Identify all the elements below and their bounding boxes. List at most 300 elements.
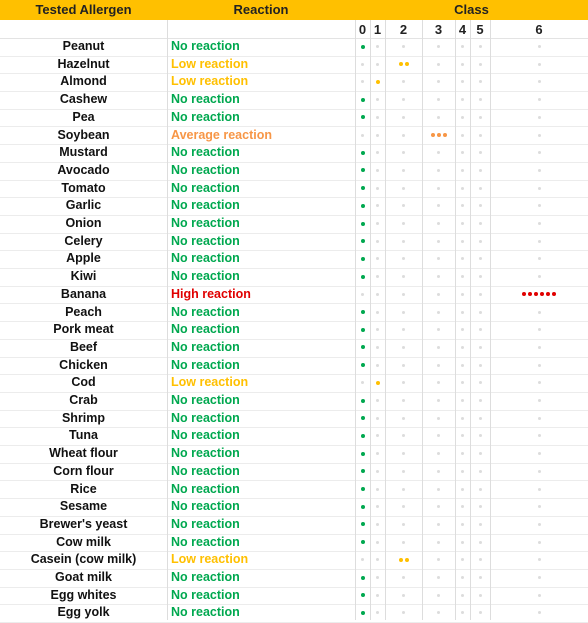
class-cell-2 bbox=[385, 445, 422, 462]
table-row bbox=[0, 268, 588, 287]
class-cell-5 bbox=[470, 73, 490, 90]
class-number-0: 0 bbox=[358, 22, 367, 37]
empty-dot bbox=[437, 328, 440, 331]
empty-dot bbox=[479, 328, 482, 331]
empty-dot bbox=[437, 151, 440, 154]
empty-dot bbox=[479, 541, 482, 544]
empty-dot bbox=[376, 541, 379, 544]
class-cell-0 bbox=[355, 516, 370, 533]
class-cell-5 bbox=[470, 374, 490, 391]
empty-dot bbox=[402, 311, 405, 314]
class-cell-5 bbox=[470, 516, 490, 533]
class-cell-1 bbox=[370, 569, 385, 586]
class-number-2: 2 bbox=[399, 22, 408, 37]
empty-dot bbox=[538, 257, 541, 260]
class-cell-3 bbox=[422, 587, 455, 604]
class-cell-1 bbox=[370, 374, 385, 391]
empty-dot bbox=[376, 63, 379, 66]
class-cell-5 bbox=[470, 551, 490, 568]
class-cell-2 bbox=[385, 91, 422, 108]
allergen-name: Sesame bbox=[59, 499, 108, 514]
empty-dot bbox=[376, 523, 379, 526]
table-row bbox=[0, 498, 588, 517]
table-row bbox=[0, 56, 588, 75]
class-cell-1 bbox=[370, 215, 385, 232]
class-cell-6 bbox=[490, 339, 588, 356]
class-cell-1 bbox=[370, 392, 385, 409]
reaction-dot bbox=[443, 133, 447, 137]
class-cell-5 bbox=[470, 392, 490, 409]
empty-dot bbox=[479, 275, 482, 278]
empty-dot bbox=[461, 364, 464, 367]
class-cell-3 bbox=[422, 374, 455, 391]
empty-dot bbox=[479, 80, 482, 83]
class-cell-4 bbox=[455, 534, 470, 551]
reaction-dot bbox=[361, 239, 365, 243]
class-cell-6 bbox=[490, 410, 588, 427]
empty-dot bbox=[437, 434, 440, 437]
class-cell-4 bbox=[455, 498, 470, 515]
empty-dot bbox=[402, 594, 405, 597]
class-cell-0 bbox=[355, 534, 370, 551]
class-cell-4 bbox=[455, 463, 470, 480]
empty-dot bbox=[461, 204, 464, 207]
reaction-label: No reaction bbox=[171, 446, 240, 461]
table-row bbox=[0, 321, 588, 340]
class-cell-6 bbox=[490, 445, 588, 462]
empty-dot bbox=[402, 275, 405, 278]
class-cell-6 bbox=[490, 268, 588, 285]
class-cell-0 bbox=[355, 268, 370, 285]
empty-dot bbox=[479, 240, 482, 243]
class-cell-1 bbox=[370, 551, 385, 568]
table-row bbox=[0, 180, 588, 199]
allergen-name: Apple bbox=[66, 251, 101, 266]
reaction-label: No reaction bbox=[171, 499, 240, 514]
class-cell-6 bbox=[490, 498, 588, 515]
reaction-label: No reaction bbox=[171, 393, 240, 407]
empty-dot bbox=[402, 98, 405, 101]
table-row bbox=[0, 374, 588, 393]
class-cell-0 bbox=[355, 233, 370, 250]
class-cell-3 bbox=[422, 392, 455, 409]
empty-dot bbox=[376, 257, 379, 260]
table-row bbox=[0, 304, 588, 323]
empty-dot bbox=[437, 204, 440, 207]
class-cell-5 bbox=[470, 180, 490, 197]
class-cell-1 bbox=[370, 73, 385, 90]
table-row bbox=[0, 286, 588, 305]
empty-dot bbox=[361, 381, 364, 384]
empty-dot bbox=[479, 45, 482, 48]
empty-dot bbox=[461, 328, 464, 331]
empty-dot bbox=[376, 187, 379, 190]
allergen-name: Avocado bbox=[57, 162, 110, 177]
class-cell-0 bbox=[355, 357, 370, 374]
empty-dot bbox=[376, 611, 379, 614]
class-cell-4 bbox=[455, 587, 470, 604]
empty-dot bbox=[402, 417, 405, 420]
class-cell-2 bbox=[385, 569, 422, 586]
class-cell-2 bbox=[385, 268, 422, 285]
class-cell-4 bbox=[455, 321, 470, 338]
empty-dot bbox=[437, 169, 440, 172]
class-cell-0 bbox=[355, 392, 370, 409]
empty-dot bbox=[461, 257, 464, 260]
class-cell-5 bbox=[470, 233, 490, 250]
class-cell-1 bbox=[370, 250, 385, 267]
table-row bbox=[0, 427, 588, 446]
empty-dot bbox=[461, 240, 464, 243]
class-cell-6 bbox=[490, 304, 588, 321]
empty-dot bbox=[479, 346, 482, 349]
class-cell-1 bbox=[370, 604, 385, 621]
reaction-label: High reaction bbox=[171, 286, 251, 301]
empty-dot bbox=[479, 169, 482, 172]
reaction-dot bbox=[361, 452, 365, 456]
empty-dot bbox=[538, 346, 541, 349]
class-cell-0 bbox=[355, 197, 370, 214]
class-cell-4 bbox=[455, 233, 470, 250]
class-cell-5 bbox=[470, 197, 490, 214]
class-cell-0 bbox=[355, 374, 370, 391]
reaction-label: Average reaction bbox=[171, 127, 272, 142]
class-cell-1 bbox=[370, 304, 385, 321]
class-cell-5 bbox=[470, 410, 490, 427]
reaction-dot bbox=[376, 80, 380, 84]
empty-dot bbox=[479, 505, 482, 508]
reaction-label: No reaction bbox=[171, 251, 240, 266]
class-cell-5 bbox=[470, 268, 490, 285]
allergen-name: Cod bbox=[71, 375, 96, 390]
class-number-1: 1 bbox=[373, 22, 382, 37]
class-cell-5 bbox=[470, 587, 490, 604]
class-cell-3 bbox=[422, 215, 455, 232]
class-cell-1 bbox=[370, 180, 385, 197]
empty-dot bbox=[402, 151, 405, 154]
empty-dot bbox=[461, 541, 464, 544]
class-cell-6 bbox=[490, 197, 588, 214]
allergen-name: Hazelnut bbox=[57, 56, 110, 71]
empty-dot bbox=[402, 576, 405, 579]
empty-dot bbox=[402, 204, 405, 207]
class-cell-0 bbox=[355, 91, 370, 108]
empty-dot bbox=[437, 63, 440, 66]
table-row bbox=[0, 516, 588, 535]
empty-dot bbox=[461, 488, 464, 491]
empty-dot bbox=[461, 505, 464, 508]
class-cell-2 bbox=[385, 215, 422, 232]
class-cell-2 bbox=[385, 197, 422, 214]
class-cell-1 bbox=[370, 481, 385, 498]
class-cell-3 bbox=[422, 304, 455, 321]
class-cell-5 bbox=[470, 286, 490, 303]
reaction-label: No reaction bbox=[171, 198, 240, 213]
class-cell-0 bbox=[355, 587, 370, 604]
empty-dot bbox=[376, 204, 379, 207]
reaction-label: No reaction bbox=[171, 39, 240, 53]
empty-dot bbox=[479, 399, 482, 402]
allergen-name: Egg whites bbox=[50, 587, 117, 602]
table-row bbox=[0, 481, 588, 500]
empty-dot bbox=[376, 399, 379, 402]
class-cell-4 bbox=[455, 215, 470, 232]
class-cell-1 bbox=[370, 268, 385, 285]
reaction-dot bbox=[528, 292, 532, 296]
empty-dot bbox=[461, 558, 464, 561]
class-cell-2 bbox=[385, 321, 422, 338]
reaction-label: No reaction bbox=[171, 605, 240, 620]
empty-dot bbox=[437, 505, 440, 508]
class-cell-3 bbox=[422, 180, 455, 197]
class-cell-3 bbox=[422, 73, 455, 90]
empty-dot bbox=[538, 558, 541, 561]
empty-dot bbox=[376, 311, 379, 314]
class-cell-4 bbox=[455, 109, 470, 126]
empty-dot bbox=[538, 399, 541, 402]
class-cell-4 bbox=[455, 569, 470, 586]
reaction-dot bbox=[361, 98, 365, 102]
table-row bbox=[0, 357, 588, 376]
class-cell-3 bbox=[422, 56, 455, 73]
empty-dot bbox=[461, 381, 464, 384]
empty-dot bbox=[361, 80, 364, 83]
class-cell-3 bbox=[422, 551, 455, 568]
table-row bbox=[0, 445, 588, 464]
class-cell-3 bbox=[422, 339, 455, 356]
class-cell-5 bbox=[470, 339, 490, 356]
class-cell-0 bbox=[355, 427, 370, 444]
empty-dot bbox=[402, 399, 405, 402]
class-cell-6 bbox=[490, 587, 588, 604]
class-cell-5 bbox=[470, 109, 490, 126]
empty-dot bbox=[437, 417, 440, 420]
empty-dot bbox=[538, 523, 541, 526]
class-cell-6 bbox=[490, 463, 588, 480]
reaction-label: No reaction bbox=[171, 410, 240, 425]
class-cell-0 bbox=[355, 144, 370, 161]
class-cell-3 bbox=[422, 91, 455, 108]
empty-dot bbox=[538, 328, 541, 331]
table-row bbox=[0, 392, 588, 411]
empty-dot bbox=[479, 488, 482, 491]
empty-dot bbox=[402, 116, 405, 119]
class-cell-1 bbox=[370, 38, 385, 55]
allergen-name: Tomato bbox=[61, 180, 106, 195]
class-cell-3 bbox=[422, 321, 455, 338]
allergen-name: Chicken bbox=[59, 357, 108, 372]
class-cell-1 bbox=[370, 321, 385, 338]
reaction-label: Low reaction bbox=[171, 552, 249, 567]
class-cell-2 bbox=[385, 73, 422, 90]
class-cell-0 bbox=[355, 109, 370, 126]
empty-dot bbox=[538, 311, 541, 314]
class-cell-3 bbox=[422, 604, 455, 621]
table-row bbox=[0, 587, 588, 606]
class-cell-5 bbox=[470, 604, 490, 621]
class-cell-3 bbox=[422, 463, 455, 480]
empty-dot bbox=[402, 364, 405, 367]
table-row bbox=[0, 410, 588, 429]
header-allergen: Tested Allergen bbox=[35, 2, 132, 17]
class-cell-1 bbox=[370, 587, 385, 604]
class-cell-1 bbox=[370, 410, 385, 427]
class-cell-5 bbox=[470, 357, 490, 374]
reaction-label: No reaction bbox=[171, 481, 240, 496]
empty-dot bbox=[461, 417, 464, 420]
empty-dot bbox=[376, 240, 379, 243]
class-cell-3 bbox=[422, 357, 455, 374]
allergen-name: Kiwi bbox=[70, 269, 97, 284]
reaction-label: No reaction bbox=[171, 534, 240, 549]
empty-dot bbox=[538, 434, 541, 437]
empty-dot bbox=[376, 452, 379, 455]
class-cell-5 bbox=[470, 215, 490, 232]
class-cell-6 bbox=[490, 374, 588, 391]
reaction-dot bbox=[361, 151, 365, 155]
empty-dot bbox=[461, 594, 464, 597]
class-cell-1 bbox=[370, 144, 385, 161]
reaction-dot bbox=[546, 292, 550, 296]
reaction-dot bbox=[361, 45, 365, 49]
class-cell-5 bbox=[470, 56, 490, 73]
empty-dot bbox=[437, 381, 440, 384]
empty-dot bbox=[538, 222, 541, 225]
class-cell-2 bbox=[385, 286, 422, 303]
empty-dot bbox=[376, 328, 379, 331]
allergen-name: Tuna bbox=[69, 428, 98, 443]
column-divider bbox=[422, 20, 423, 620]
empty-dot bbox=[479, 452, 482, 455]
table-row bbox=[0, 73, 588, 92]
reaction-dot bbox=[361, 204, 365, 208]
empty-dot bbox=[538, 594, 541, 597]
class-cell-4 bbox=[455, 268, 470, 285]
allergen-name: Peach bbox=[65, 304, 102, 319]
empty-dot bbox=[402, 346, 405, 349]
empty-dot bbox=[437, 470, 440, 473]
empty-dot bbox=[461, 470, 464, 473]
empty-dot bbox=[437, 452, 440, 455]
reaction-dot bbox=[361, 611, 365, 615]
allergen-name: Beef bbox=[69, 339, 98, 354]
empty-dot bbox=[538, 488, 541, 491]
table-row bbox=[0, 233, 588, 252]
class-cell-5 bbox=[470, 304, 490, 321]
column-divider bbox=[470, 20, 471, 620]
reaction-label: No reaction bbox=[171, 180, 240, 195]
empty-dot bbox=[538, 417, 541, 420]
class-cell-4 bbox=[455, 445, 470, 462]
empty-dot bbox=[479, 381, 482, 384]
empty-dot bbox=[538, 45, 541, 48]
empty-dot bbox=[402, 169, 405, 172]
table-row bbox=[0, 127, 588, 146]
empty-dot bbox=[479, 204, 482, 207]
allergen-name: Celery bbox=[64, 233, 103, 248]
class-cell-2 bbox=[385, 339, 422, 356]
class-cell-4 bbox=[455, 38, 470, 55]
reaction-label: No reaction bbox=[171, 428, 240, 443]
empty-dot bbox=[437, 541, 440, 544]
reaction-label: No reaction bbox=[171, 570, 240, 584]
empty-dot bbox=[437, 311, 440, 314]
class-cell-2 bbox=[385, 551, 422, 568]
class-cell-3 bbox=[422, 410, 455, 427]
table-row bbox=[0, 144, 588, 163]
class-cell-2 bbox=[385, 233, 422, 250]
reaction-label: No reaction bbox=[171, 109, 240, 124]
class-cell-6 bbox=[490, 38, 588, 55]
empty-dot bbox=[538, 505, 541, 508]
empty-dot bbox=[538, 98, 541, 101]
class-cell-6 bbox=[490, 144, 588, 161]
class-cell-5 bbox=[470, 91, 490, 108]
empty-dot bbox=[376, 134, 379, 137]
empty-dot bbox=[538, 187, 541, 190]
class-cell-4 bbox=[455, 91, 470, 108]
empty-dot bbox=[479, 293, 482, 296]
empty-dot bbox=[376, 594, 379, 597]
class-cell-5 bbox=[470, 162, 490, 179]
class-cell-4 bbox=[455, 604, 470, 621]
empty-dot bbox=[437, 222, 440, 225]
allergen-name: Crab bbox=[69, 393, 98, 407]
class-cell-2 bbox=[385, 534, 422, 551]
class-cell-4 bbox=[455, 250, 470, 267]
empty-dot bbox=[479, 558, 482, 561]
class-cell-0 bbox=[355, 604, 370, 621]
class-cell-1 bbox=[370, 127, 385, 144]
empty-dot bbox=[437, 594, 440, 597]
class-cell-3 bbox=[422, 233, 455, 250]
empty-dot bbox=[402, 45, 405, 48]
class-cell-5 bbox=[470, 498, 490, 515]
reaction-label: No reaction bbox=[171, 233, 240, 248]
class-cell-0 bbox=[355, 410, 370, 427]
class-cell-6 bbox=[490, 127, 588, 144]
allergen-name: Egg yolk bbox=[57, 605, 110, 620]
empty-dot bbox=[437, 45, 440, 48]
class-cell-0 bbox=[355, 250, 370, 267]
reaction-dot bbox=[399, 62, 403, 66]
class-cell-6 bbox=[490, 233, 588, 250]
empty-dot bbox=[461, 311, 464, 314]
empty-dot bbox=[437, 488, 440, 491]
empty-dot bbox=[538, 80, 541, 83]
class-cell-0 bbox=[355, 73, 370, 90]
class-cell-0 bbox=[355, 127, 370, 144]
empty-dot bbox=[461, 187, 464, 190]
class-cell-5 bbox=[470, 144, 490, 161]
class-cell-6 bbox=[490, 481, 588, 498]
empty-dot bbox=[461, 98, 464, 101]
empty-dot bbox=[402, 434, 405, 437]
column-divider bbox=[455, 20, 456, 620]
reaction-dot bbox=[534, 292, 538, 296]
empty-dot bbox=[461, 80, 464, 83]
class-cell-0 bbox=[355, 304, 370, 321]
empty-dot bbox=[479, 576, 482, 579]
class-cell-3 bbox=[422, 38, 455, 55]
empty-dot bbox=[437, 98, 440, 101]
class-cell-3 bbox=[422, 498, 455, 515]
empty-dot bbox=[437, 80, 440, 83]
class-cell-4 bbox=[455, 339, 470, 356]
allergen-name: Corn flour bbox=[53, 463, 114, 478]
class-cell-2 bbox=[385, 304, 422, 321]
empty-dot bbox=[376, 45, 379, 48]
